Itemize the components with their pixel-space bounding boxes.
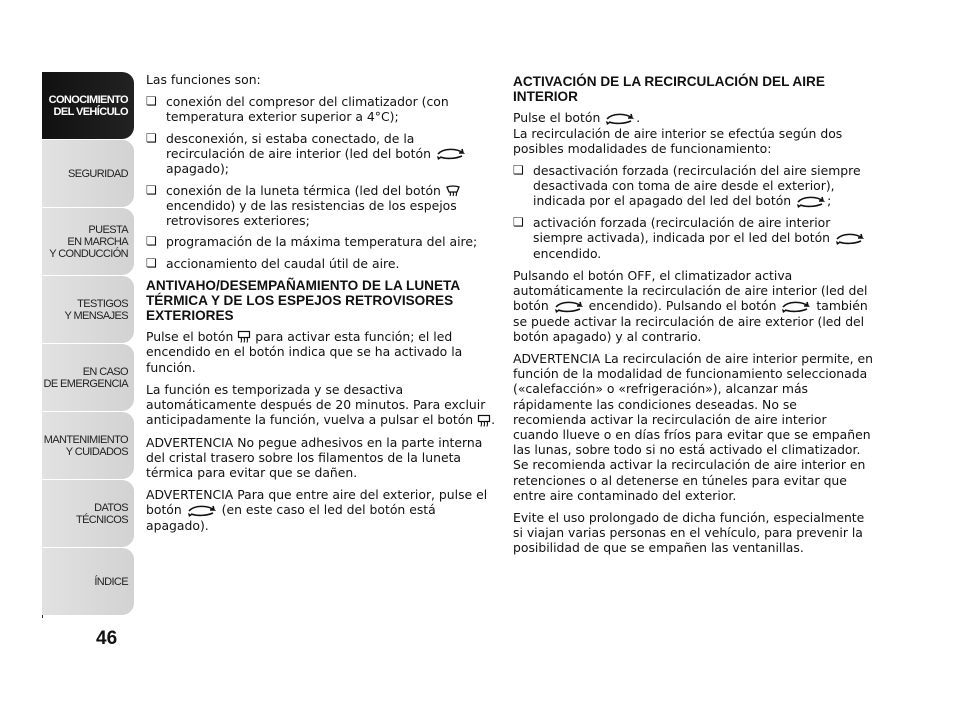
warning-paragraph: ADVERTENCIA La recirculación de aire interior permite, en función de la modalidad de funcionamiento seleccionada («calefacción» o «refrigeración»), alcanzar más rápidamente las condiciones deseadas. No se recomienda activar la recirculación de aire interior cuando llueve o en días fríos para evitar que se empañen las lunas, sobre todo si no está activado el climatizador. Se recomienda activar la recirculación de aire interior en retenciones o al detenerse en túneles para evitar que entre aire contaminado del exterior. — [513, 351, 873, 503]
paragraph-text: ADVERTENCIA Para que entre aire del exterior, pulse el botón — [146, 487, 488, 518]
paragraph — [146, 382, 496, 428]
tab-mantenimiento-y-cuidados[interactable]: MANTENIMIENTO Y CUIDADOS — [42, 411, 134, 479]
recirculation-icon — [604, 112, 636, 126]
tab-seguridad[interactable]: SEGURIDAD — [42, 139, 134, 207]
tab-testigos-y-mensajes[interactable]: TESTIGOS Y MENSAJES — [42, 275, 134, 343]
paragraph — [146, 329, 496, 375]
paragraph-text: Pulse el botón — [146, 328, 234, 344]
paragraph-text: para activar esta función; el led encendido en el botón indica que se ha activado la función. — [146, 328, 463, 375]
list-item-text: ; — [827, 193, 832, 209]
tab-en-caso-de-emergencia[interactable]: EN CASO DE EMERGENCIA — [42, 343, 134, 411]
recirculation-icon — [435, 147, 467, 161]
warning-paragraph — [146, 487, 496, 533]
paragraph-text: Pulsando el botón OFF, el climatizador activa automáticamente la recirculación de aire interior (led del botón — [513, 267, 868, 314]
list-item — [146, 94, 496, 124]
list-item-text: conexión de la luneta térmica (led del botón — [166, 182, 441, 198]
section-heading-recirculation: ACTIVACIÓN DE LA RECIRCULACIÓN DEL AIRE INTERIOR — [513, 74, 825, 104]
list-item-text: accionamiento del caudal útil de aire. — [166, 255, 400, 271]
paragraph: Evite el uso prolongado de dicha función, especialmente si viajan varias personas en el vehículo, para prevenir la posibilidad de que se empañen las ventanillas. — [513, 510, 865, 556]
recirculation-icon — [795, 195, 827, 209]
tab-datos-tecnicos[interactable]: DATOS TÉCNICOS — [42, 479, 134, 547]
recirculation-icon — [780, 300, 812, 314]
left-column — [146, 72, 496, 540]
paragraph-text: también se puede activar la recirculación de aire exterior (led del botón apagado) y al contrario. — [513, 298, 868, 344]
recirculation-icon — [186, 504, 218, 518]
warning-paragraph: ADVERTENCIA No pegue adhesivos en la parte interna del cristal trasero sobre los filamentos de la luneta térmica para evitar que se dañen. — [146, 434, 483, 481]
tab-conocimiento-del-vehiculo[interactable]: CONOCIMIENTO DEL VEHÍCULO — [42, 71, 134, 139]
list-item — [146, 256, 496, 271]
mirror-defrost-icon — [445, 184, 461, 198]
modes-list — [513, 163, 873, 261]
paragraph — [513, 268, 873, 344]
list-item-text: programación de la máxima temperatura del aire; — [166, 234, 478, 250]
list-item-text: desactivación forzada (recirculación del aire siempre desactivada con toma de aire desde el exterior), indicada por el apagado del led del botón — [533, 162, 861, 209]
recirculation-icon — [553, 300, 585, 314]
intro-text: Las funciones son: — [146, 72, 261, 87]
page-number: 46 — [96, 628, 118, 649]
list-item-text: activación forzada (recirculación de aire interior siempre activada), indicada por el led del botón — [533, 214, 831, 246]
list-item-text: apagado); — [166, 161, 229, 177]
right-column — [513, 72, 873, 563]
list-item-text: conexión del compresor del climatizador (con temperatura exterior superior a 4°C); — [166, 94, 449, 125]
chapter-index-tabs — [42, 71, 134, 615]
rear-defrost-icon — [237, 330, 251, 344]
paragraph-text: La recirculación de aire interior se efectúa según dos posibles modalidades de funcionamiento: — [513, 125, 843, 156]
list-item — [146, 183, 496, 229]
paragraph-text: encendido). Pulsando el botón — [588, 298, 777, 314]
list-item — [513, 163, 873, 209]
rear-defrost-icon — [477, 414, 491, 428]
paragraph — [513, 110, 873, 156]
paragraph-text: (en este caso el led del botón está apagado). — [146, 502, 436, 533]
list-item-text: encendido. — [533, 245, 602, 261]
paragraph-text: . — [636, 110, 641, 125]
tab-indice[interactable]: ÍNDICE — [42, 547, 134, 615]
paragraph-text: . — [491, 412, 496, 428]
paragraph-text: Pulse el botón — [513, 110, 601, 125]
list-item-text: encendido) y de las resistencias de los espejos retrovisores exteriores; — [166, 198, 457, 229]
list-item — [513, 215, 873, 261]
section-heading-defrost: ANTIVAHO/DESEMPAÑAMIENTO DE LA LUNETA TÉRMICA Y DE LOS ESPEJOS RETROVISORES EXTERIORES — [146, 277, 460, 323]
list-item — [146, 131, 496, 177]
recirculation-icon — [834, 232, 866, 246]
list-item — [146, 234, 496, 249]
list-item-text: desconexión, si estaba conectado, de la recirculación de aire interior (led del botón — [166, 130, 431, 161]
tab-puesta-en-marcha[interactable]: PUESTA EN MARCHA Y CONDUCCIÓN — [42, 207, 134, 275]
paragraph-text: La función es temporizada y se desactiva automáticamente después de 20 minutos. Para excluir anticipadamente la función, vuelva a pulsar el botón — [146, 381, 486, 428]
functions-list — [146, 94, 496, 271]
